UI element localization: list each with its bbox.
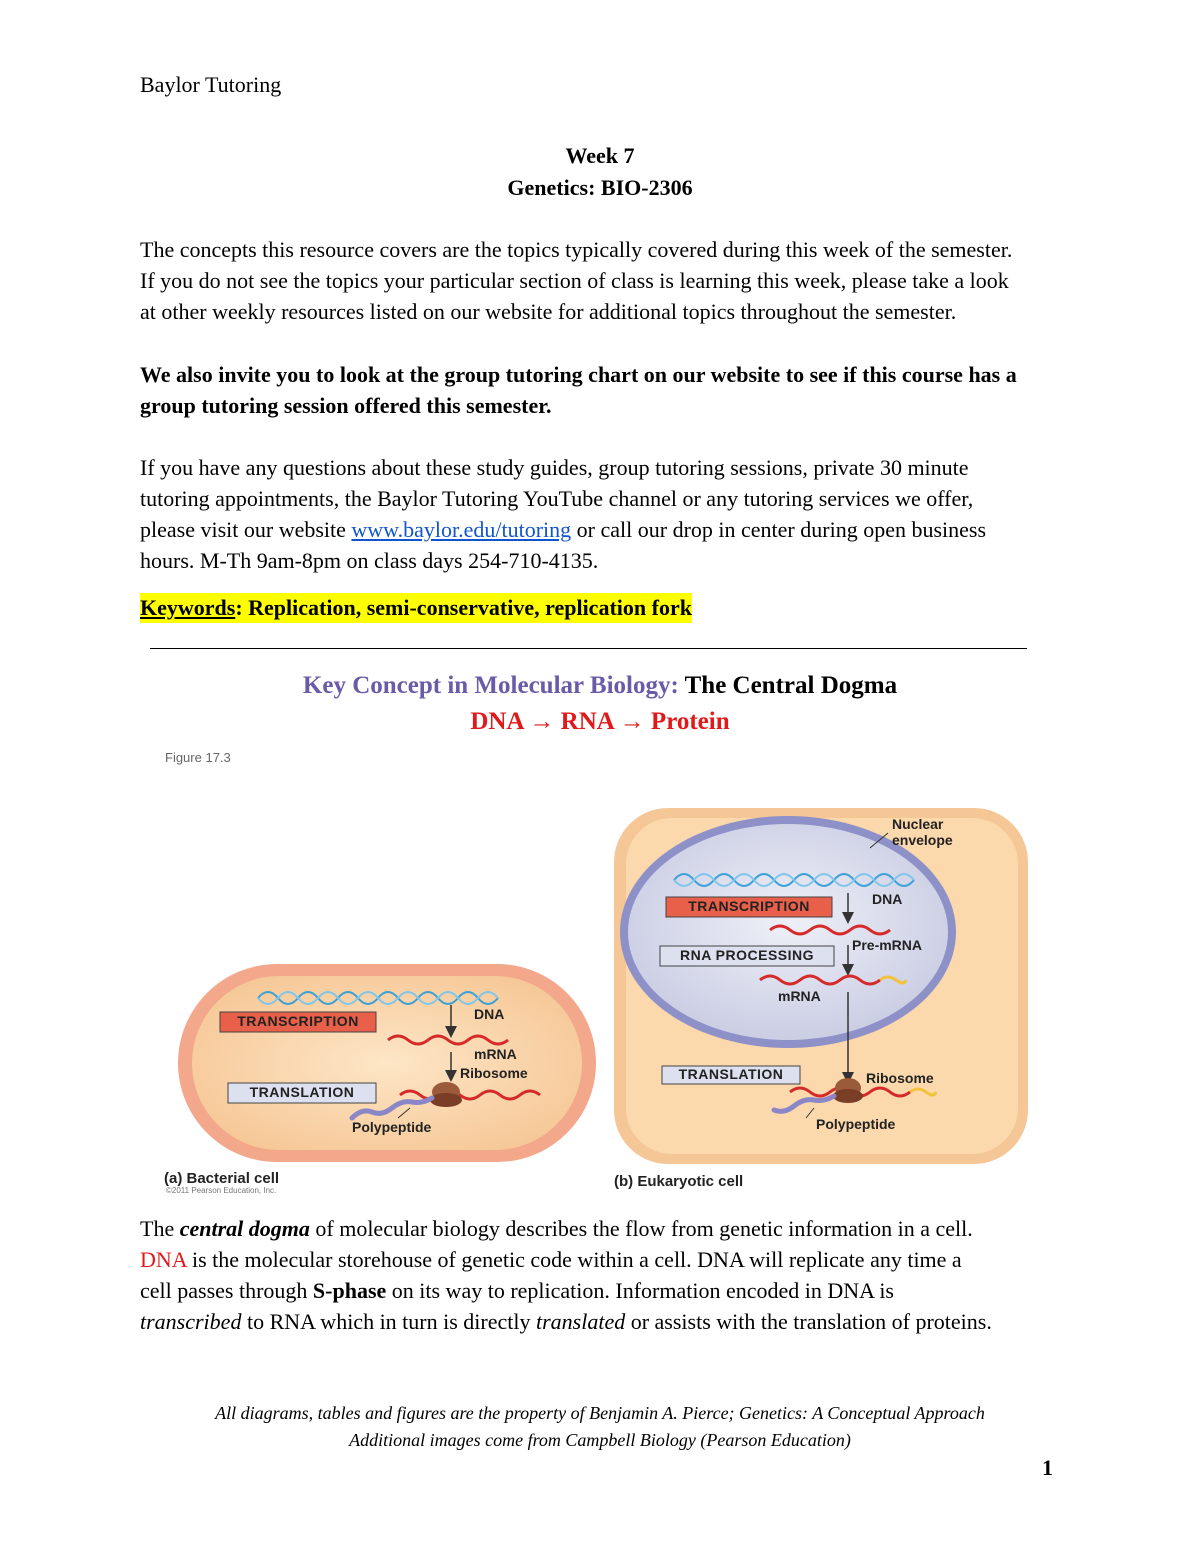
eukaryotic-cell: [614, 808, 1028, 1164]
figure-copyright: ©2011 Pearson Education, Inc.: [166, 1186, 277, 1195]
eukaryotic-cell-caption: (b) Eukaryotic cell: [614, 1173, 744, 1190]
bacterial-transcription-label: TRANSCRIPTION: [237, 1013, 359, 1029]
page-number: 1: [1042, 1455, 1053, 1480]
section-title: Key Concept in Molecular Biology: The Central Dogma: [302, 672, 898, 699]
bacterial-ribosome-label: Ribosome: [460, 1065, 528, 1081]
running-header: Baylor Tutoring: [140, 72, 282, 97]
tutoring-website-link[interactable]: www.baylor.edu/tutoring: [351, 517, 572, 542]
eukaryotic-dna-label: DNA: [872, 891, 903, 907]
intro-paragraph: The concepts this resource covers are the topics typically covered during this week of the semester. If you do not see the topics your particular section of class is learning this week, please take a look at other weekly resources listed on our website for additional topics throughout the semester.: [140, 237, 1013, 324]
eukaryotic-polypeptide-label: Polypeptide: [816, 1116, 896, 1132]
keywords-line: Keywords: Replication, semi-conservative, replication fork: [140, 593, 692, 623]
eukaryotic-translation-label: TRANSLATION: [678, 1066, 784, 1082]
pre-mrna-label: Pre-mRNA: [852, 937, 923, 953]
bacterial-mrna-label: mRNA: [474, 1046, 517, 1062]
rna-processing-label: RNA PROCESSING: [679, 947, 815, 963]
nuclear-envelope-label-1: Nuclear: [892, 816, 944, 832]
eukaryotic-transcription-label: TRANSCRIPTION: [688, 898, 810, 914]
footer-attribution: All diagrams, tables and figures are the property of Benjamin A. Pierce; Genetics: A Conceptual Approach Additional images come from Campbell Biology (Pearson Education): [215, 1403, 985, 1450]
week-title: Week 7: [565, 143, 635, 168]
figure-label: Figure 17.3: [165, 750, 231, 765]
bacterial-polypeptide-label: Polypeptide: [352, 1119, 432, 1135]
nuclear-envelope-label-2: envelope: [892, 832, 953, 848]
bacterial-dna-label: DNA: [474, 1006, 505, 1022]
eukaryotic-mrna-label: mRNA: [778, 988, 821, 1004]
contact-paragraph: If you have any questions about these study guides, group tutoring sessions, private 30 minute tutoring appointments, the Baylor Tutoring YouTube channel or any tutoring services we offer, please visit our website www.baylor.edu/tutoring or call our drop in center during open business hours. M-Th 9am-8pm on class days 254-710-4135.: [140, 455, 987, 573]
eukaryotic-ribosome-label: Ribosome: [866, 1070, 934, 1086]
course-title: Genetics: BIO-2306: [507, 175, 693, 200]
central-dogma-formula: DNA → RNA → Protein: [470, 708, 730, 735]
invite-paragraph: We also invite you to look at the group tutoring chart on our website to see if this course has a group tutoring session offered this semester.: [140, 362, 1017, 418]
bacterial-translation-label: TRANSLATION: [249, 1084, 355, 1100]
bacterial-cell-caption: (a) Bacterial cell: [164, 1170, 280, 1187]
central-dogma-paragraph: The central dogma of molecular biology describes the flow from genetic information in a cell. DNA is the molecular storehouse of genetic code within a cell. DNA will replicate any time a cell passes through S-phase on its way to replication. Information encoded in DNA is transcribed to RNA which in turn is directly translated or assists with the translation of proteins.: [140, 1216, 992, 1334]
